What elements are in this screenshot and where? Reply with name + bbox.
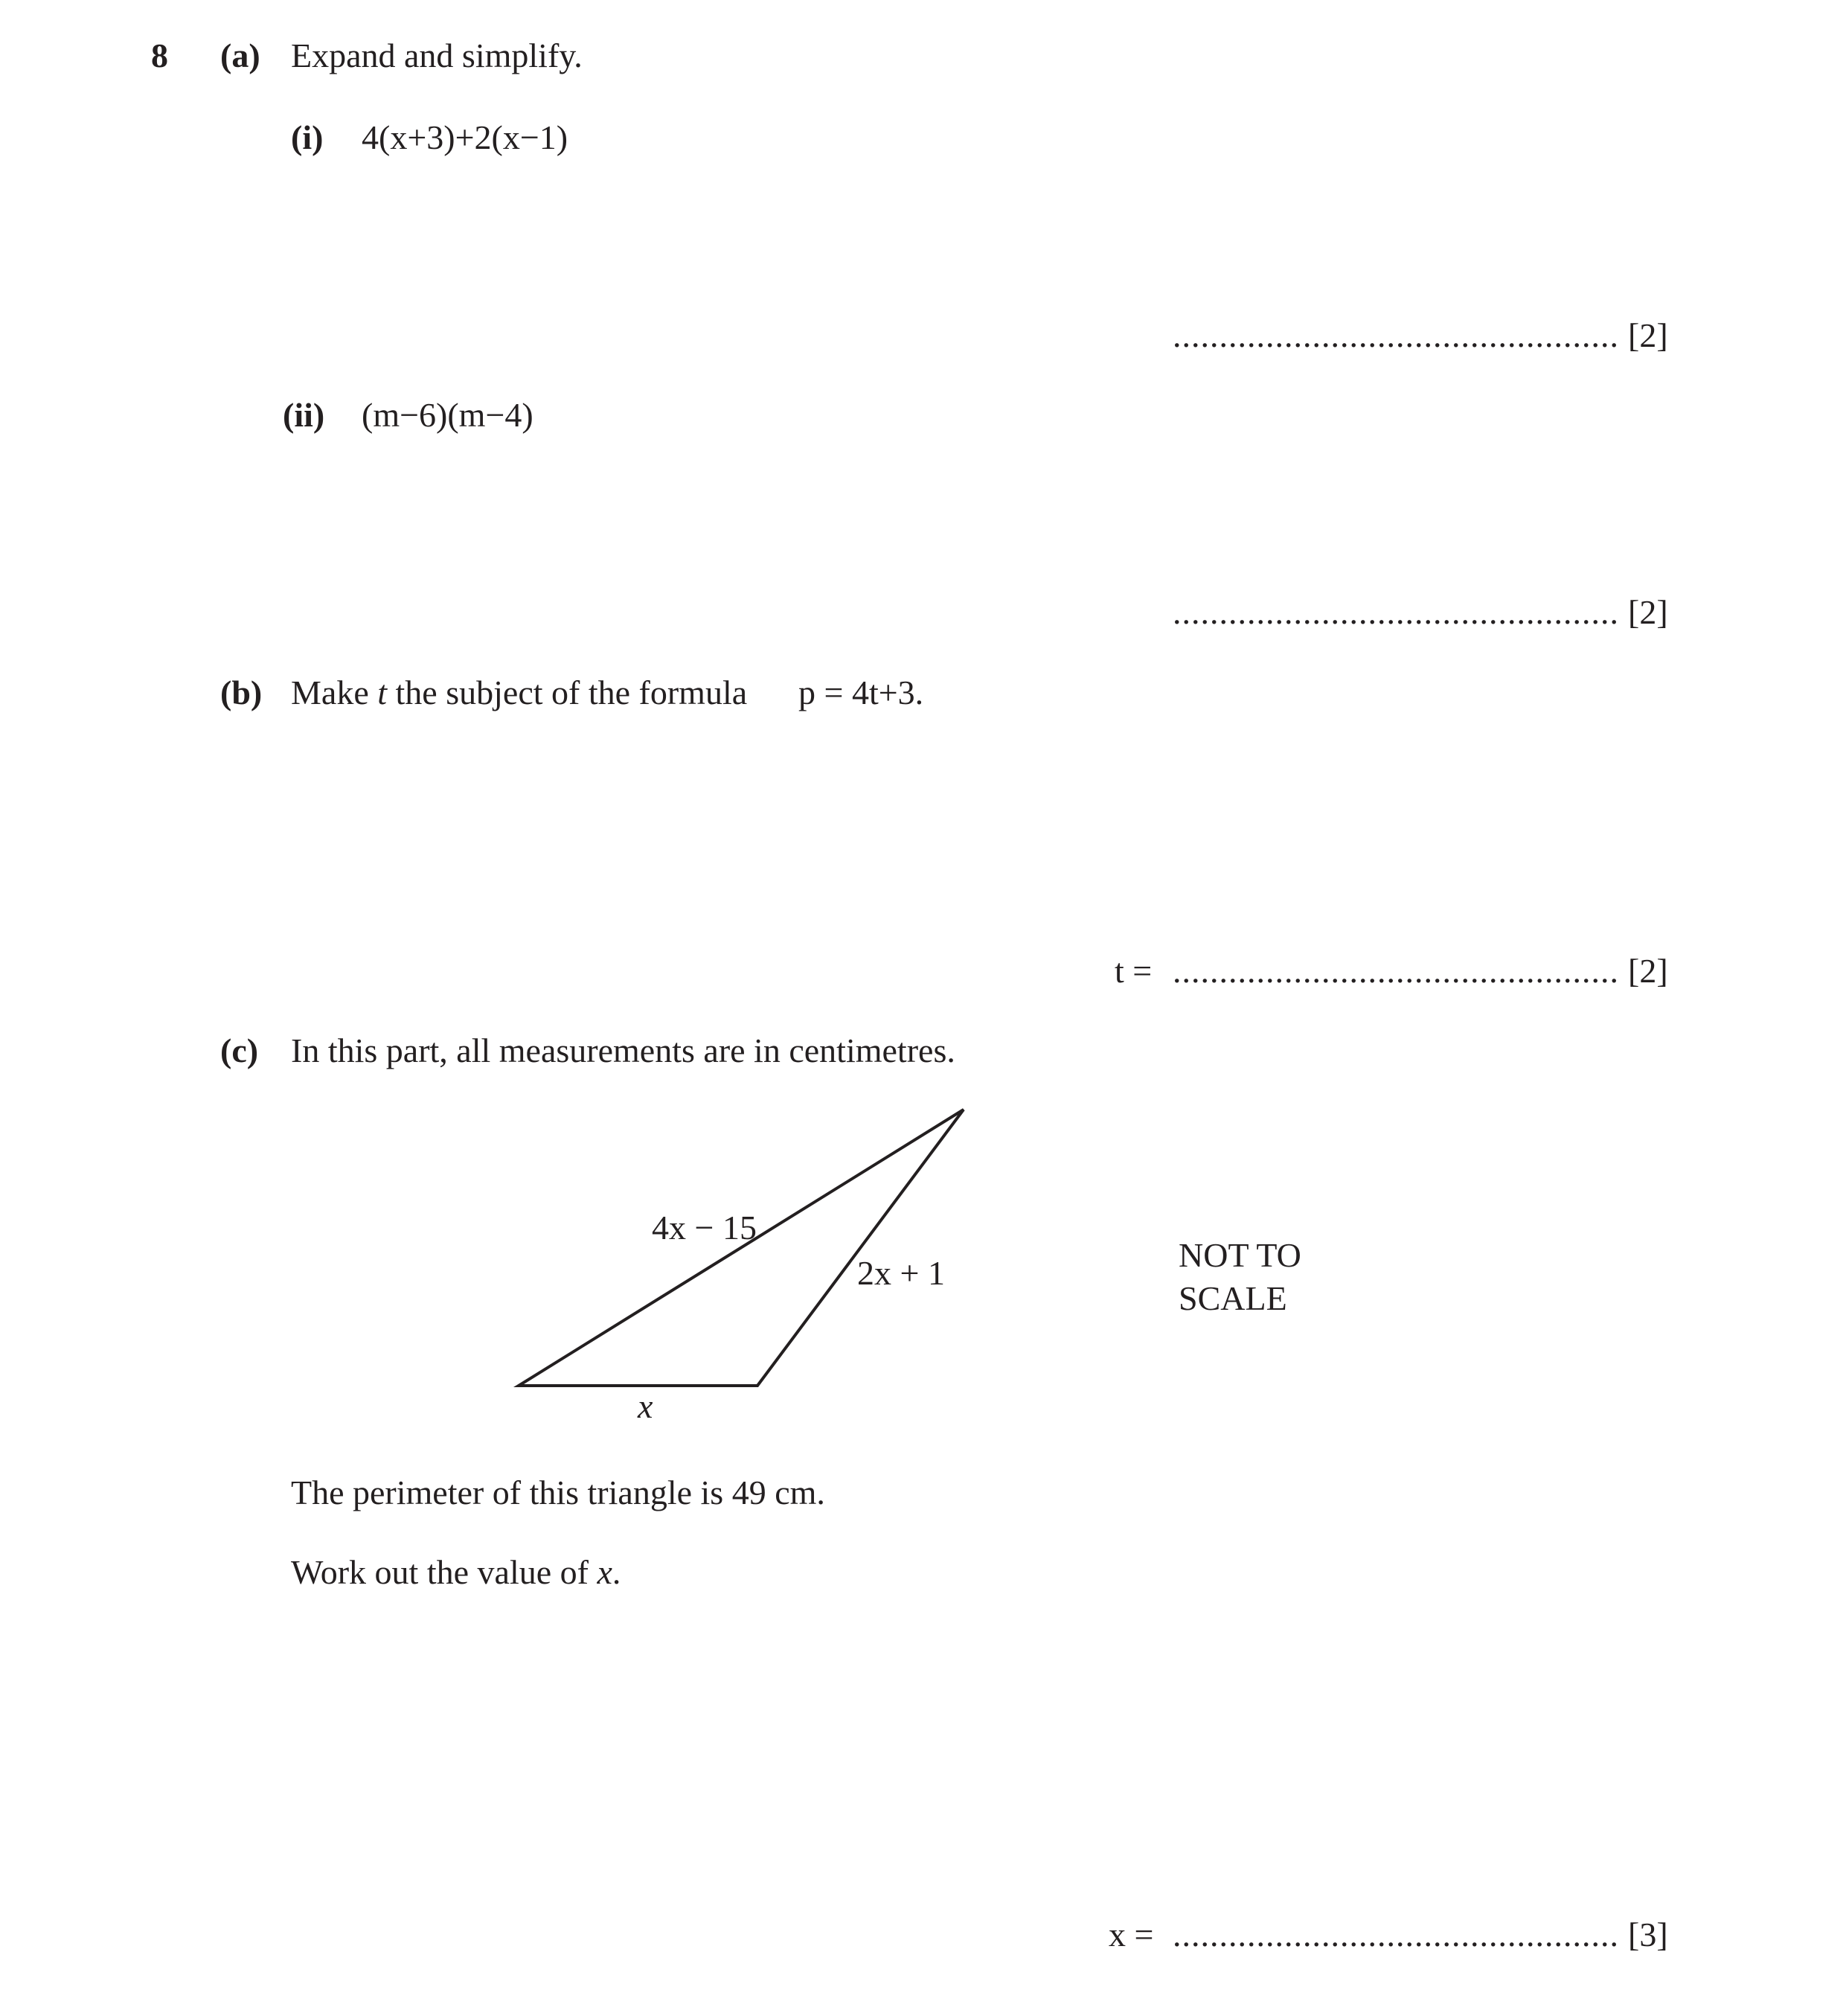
work-out-start: Work out the value of bbox=[291, 1553, 597, 1591]
part-b-instruction-start: Make bbox=[291, 673, 378, 711]
part-b-variable: t bbox=[377, 673, 388, 711]
part-b-instruction-end: the subject of the formula bbox=[387, 673, 748, 711]
side-label-bottom: x bbox=[638, 1387, 653, 1425]
part-a-instruction: Expand and simplify. bbox=[291, 36, 583, 74]
part-b-answer-prefix: t = bbox=[1115, 952, 1153, 990]
work-out-instruction bbox=[291, 1555, 621, 1590]
part-b-label: (b) bbox=[220, 673, 263, 711]
marks-a-ii: [2] bbox=[1628, 593, 1668, 631]
marks-a-i: [2] bbox=[1628, 316, 1668, 354]
marks-c: [3] bbox=[1628, 1916, 1668, 1953]
side-label-right: 2x + 1 bbox=[857, 1254, 945, 1292]
part-c-answer-prefix: x = bbox=[1109, 1916, 1154, 1953]
not-to-scale-line2: SCALE bbox=[1179, 1279, 1287, 1317]
part-c-intro: In this part, all measurements are in centimetres. bbox=[291, 1031, 955, 1069]
answer-line-c[interactable]: ................................................ bbox=[1173, 1916, 1619, 1953]
work-out-end: . bbox=[612, 1553, 621, 1591]
part-c-label: (c) bbox=[220, 1031, 259, 1069]
perimeter-statement: The perimeter of this triangle is 49 cm. bbox=[291, 1473, 825, 1511]
part-a-i-expression: 4(x+3)+2(x−1) bbox=[362, 118, 568, 156]
question-number: 8 bbox=[151, 36, 168, 74]
marks-b: [2] bbox=[1628, 952, 1668, 990]
answer-line-a-ii[interactable]: ................................................ bbox=[1173, 593, 1619, 631]
work-out-variable: x bbox=[597, 1553, 612, 1591]
not-to-scale-line1: NOT TO bbox=[1179, 1236, 1301, 1274]
part-a-label: (a) bbox=[220, 36, 260, 74]
answer-line-a-i[interactable]: ................................................ bbox=[1173, 316, 1619, 354]
answer-line-b[interactable]: ................................................ bbox=[1173, 952, 1619, 990]
part-a-ii-expression: (m−6)(m−4) bbox=[362, 396, 533, 434]
part-a-ii-label: (ii) bbox=[283, 396, 325, 434]
part-b-formula: p = 4t+3. bbox=[798, 673, 924, 711]
side-label-top: 4x − 15 bbox=[652, 1209, 757, 1247]
part-a-i-label: (i) bbox=[291, 118, 324, 156]
triangle-shape bbox=[519, 1110, 964, 1386]
